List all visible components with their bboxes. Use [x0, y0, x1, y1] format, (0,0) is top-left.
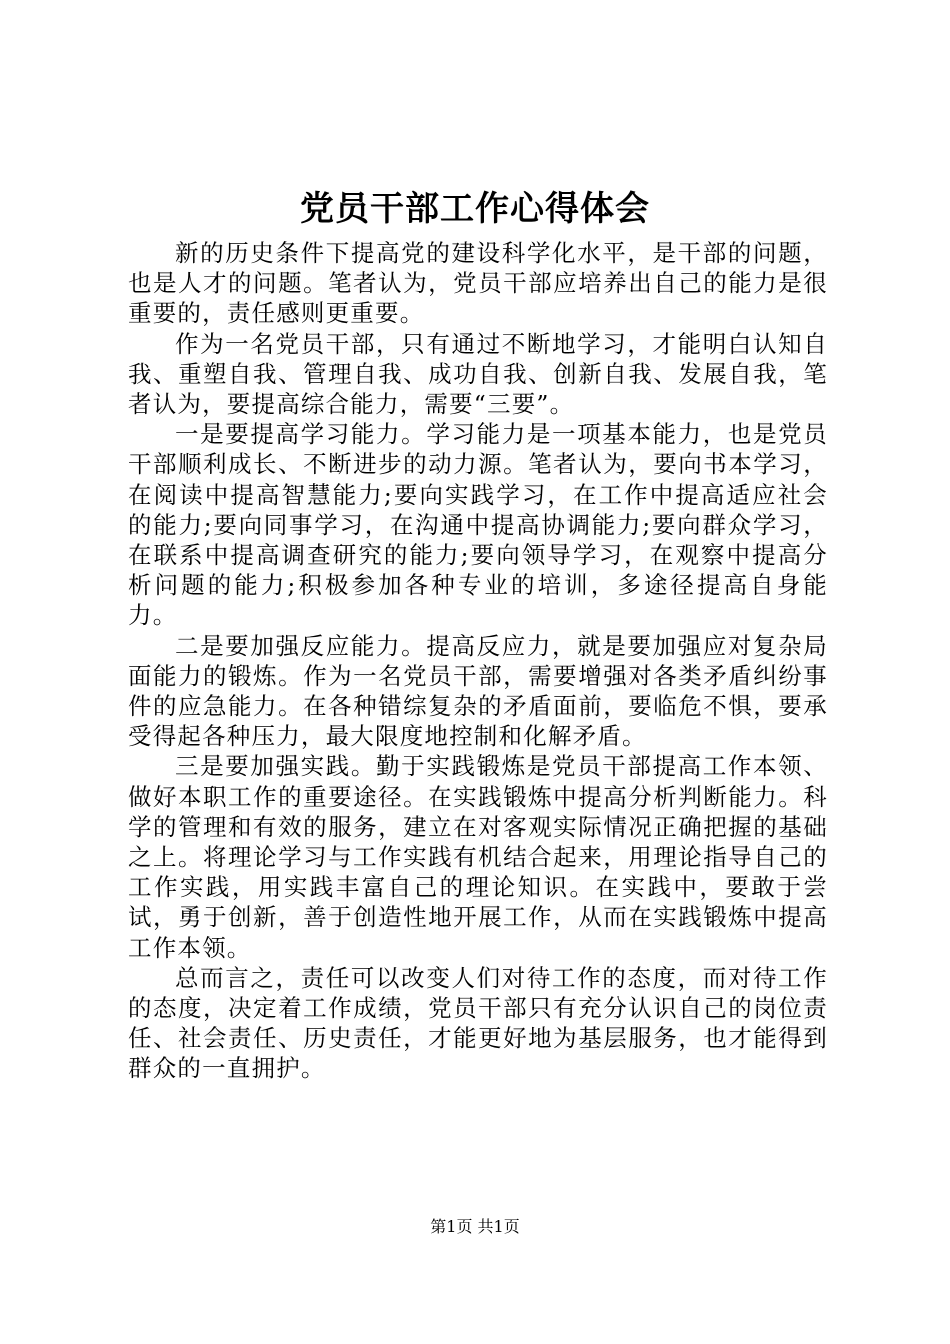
paragraph: 作为一名党员干部，只有通过不断地学习，才能明白认知自我、重塑自我、管理自我、成功自我、创新自我、发展自我，笔者认为，要提高综合能力，需要“三要”。	[128, 329, 828, 419]
paragraph: 新的历史条件下提高党的建设科学化水平，是干部的问题，也是人才的问题。笔者认为，党员干部应培养出自己的能力是很重要的，责任感则更重要。	[128, 239, 828, 328]
document-title: 党员干部工作心得体会	[300, 189, 650, 229]
paragraph: 三是要加强实践。勤于实践锻炼是党员干部提高工作本领、做好本职工作的重要途径。在实践锻炼中提高分析判断能力。科学的管理和有效的服务，建立在对客观实际情况正确把握的基础之上。将理论学习与工作实践有机结合起来，用理论指导自己的工作实践，用实践丰富自己的理论知识。在实践中，要敢于尝试，勇于创新，善于创造性地开展工作，从而在实践锻炼中提高工作本领。	[128, 752, 828, 962]
paragraph: 一是要提高学习能力。学习能力是一项基本能力，也是党员干部顺利成长、不断进步的动力源。笔者认为，要向书本学习，在阅读中提高智慧能力;要向实践学习，在工作中提高适应社会的能力;要向同事学习，在沟通中提高协调能力;要向群众学习，在联系中提高调查研究的能力;要向领导学习，在观察中提高分析问题的能力;积极参加各种专业的培训，多途径提高自身能力。	[128, 420, 828, 630]
paragraph: 二是要加强反应能力。提高反应力，就是要加强应对复杂局面能力的锻炼。作为一名党员干部，需要增强对各类矛盾纠纷事件的应急能力。在各种错综复杂的矛盾面前，要临危不惧，要承受得起各种压力，最大限度地控制和化解矛盾。	[128, 631, 828, 751]
paragraph: 总而言之，责任可以改变人们对待工作的态度，而对待工作的态度，决定着工作成绩，党员干部只有充分认识自己的岗位责任、社会责任、历史责任，才能更好地为基层服务，也才能得到群众的一直拥护。	[128, 963, 828, 1083]
document-body	[128, 238, 828, 1084]
page-footer: 第1页 共1页	[430, 1217, 520, 1236]
